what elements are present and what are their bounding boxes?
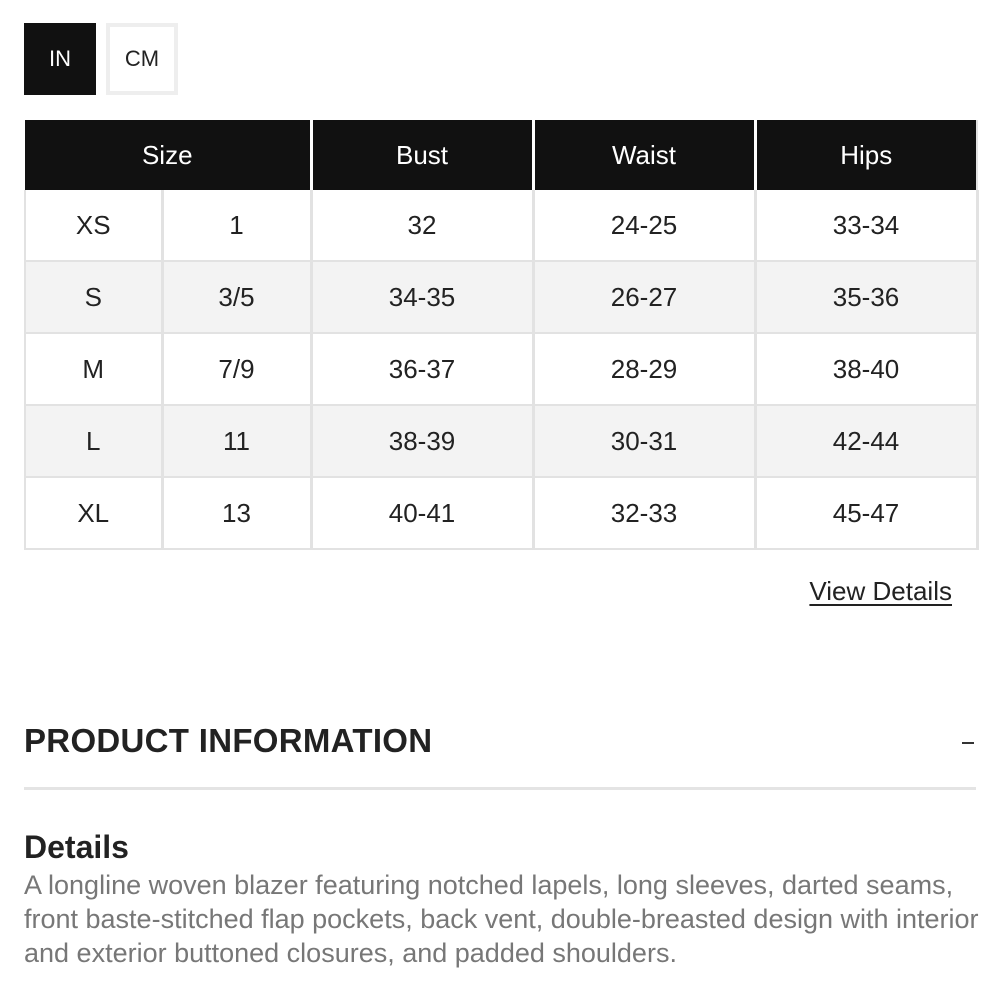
hips-cell: 38-40 xyxy=(755,333,977,405)
bust-cell: 40-41 xyxy=(311,477,533,549)
numeric-size-cell: 11 xyxy=(162,405,311,477)
waist-cell: 26-27 xyxy=(533,261,755,333)
numeric-size-cell: 1 xyxy=(162,190,311,261)
bust-cell: 38-39 xyxy=(311,405,533,477)
numeric-size-cell: 13 xyxy=(162,477,311,549)
details-description: A longline woven blazer featuring notched lapels, long sleeves, darted seams, front baste-stitched flap pockets, back vent, double-breasted design with interior and exterior buttoned closures, and padded shoulders. xyxy=(24,870,979,968)
view-details-link[interactable]: View Details xyxy=(809,576,952,606)
unit-toggle xyxy=(24,23,178,95)
size-label-cell: L xyxy=(25,405,162,477)
header-waist: Waist xyxy=(533,120,755,190)
table-row xyxy=(25,261,977,333)
details-heading: Details xyxy=(24,829,129,865)
hips-cell: 45-47 xyxy=(755,477,977,549)
waist-cell: 32-33 xyxy=(533,477,755,549)
hips-cell: 33-34 xyxy=(755,190,977,261)
size-label-cell: XS xyxy=(25,190,162,261)
waist-cell: 30-31 xyxy=(533,405,755,477)
bust-cell: 32 xyxy=(311,190,533,261)
hips-cell: 35-36 xyxy=(755,261,977,333)
minus-icon[interactable] xyxy=(962,742,974,744)
numeric-size-cell: 7/9 xyxy=(162,333,311,405)
table-row xyxy=(25,405,977,477)
unit-cm-button[interactable]: CM xyxy=(106,23,178,95)
header-hips: Hips xyxy=(755,120,977,190)
bust-cell: 36-37 xyxy=(311,333,533,405)
table-row xyxy=(25,190,977,261)
hips-cell: 42-44 xyxy=(755,405,977,477)
section-title: PRODUCT INFORMATION xyxy=(24,722,433,759)
header-size: Size xyxy=(25,120,311,190)
unit-in-button[interactable]: IN xyxy=(24,23,96,95)
waist-cell: 24-25 xyxy=(533,190,755,261)
table-row xyxy=(25,477,977,549)
size-label-cell: S xyxy=(25,261,162,333)
bust-cell: 34-35 xyxy=(311,261,533,333)
header-bust: Bust xyxy=(311,120,533,190)
size-label-cell: M xyxy=(25,333,162,405)
numeric-size-cell: 3/5 xyxy=(162,261,311,333)
size-label-cell: XL xyxy=(25,477,162,549)
waist-cell: 28-29 xyxy=(533,333,755,405)
size-chart-table xyxy=(24,120,979,550)
table-row xyxy=(25,333,977,405)
table-header-row xyxy=(25,120,977,190)
product-information-header[interactable] xyxy=(24,720,976,790)
